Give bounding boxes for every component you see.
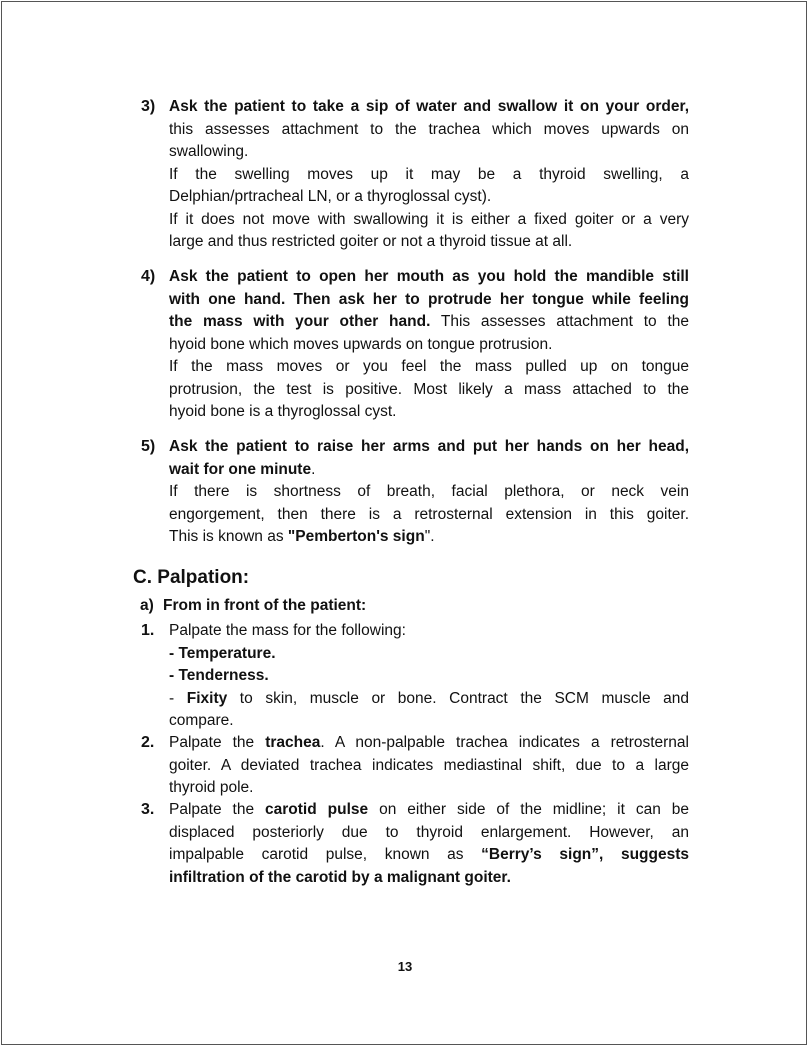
text-line — [169, 186, 689, 209]
text-segment: If the swelling moves up it may be a thyroid swelling, a — [169, 165, 689, 183]
text-line — [169, 755, 689, 778]
subheading — [140, 595, 366, 618]
text-line — [169, 504, 689, 527]
list-item-number: 1. — [141, 622, 155, 639]
text-line — [169, 119, 689, 142]
text-segment: engorgement, then there is a retrosternal extension in this goiter. — [169, 505, 689, 523]
text-line — [169, 710, 689, 733]
list-item-number: 2. — [141, 734, 155, 751]
bold-text: wait for one minute — [169, 460, 312, 478]
list-item-body — [169, 96, 689, 254]
text-line — [169, 436, 689, 459]
text-segment: Palpate the mass for the following: — [169, 622, 406, 639]
text-segment: - — [169, 689, 187, 707]
bold-text: with one hand. Then ask her to protrude her tongue while feeling — [169, 290, 689, 308]
text-line — [169, 688, 689, 711]
subheading-label: a) — [140, 597, 154, 614]
text-line — [169, 526, 689, 549]
list-item-3 — [141, 96, 689, 254]
text-segment: large and thus restricted goiter or not a thyroid tissue at all. — [169, 233, 573, 250]
text-line — [169, 643, 689, 666]
text-line — [169, 209, 689, 232]
palpation-item-2 — [141, 732, 689, 800]
bold-text: “Berry’s sign”, suggests — [481, 846, 689, 863]
text-line — [169, 844, 689, 867]
text-line — [169, 665, 689, 688]
text-segment: thyroid pole. — [169, 779, 254, 796]
bold-text: Ask the patient to take a sip of water and swallow it on your order, — [169, 98, 689, 115]
list-item-5 — [141, 436, 689, 549]
text-segment: compare. — [169, 712, 234, 729]
subheading-text: From in front of the patient: — [163, 597, 367, 614]
text-line — [169, 481, 689, 504]
text-line — [169, 459, 689, 482]
text-line — [169, 356, 689, 379]
list-item-body — [169, 620, 689, 733]
list-item-4 — [141, 266, 689, 424]
text-segment: on either side of the midline; it can be — [368, 801, 690, 818]
text-line — [169, 231, 689, 254]
text-line — [169, 311, 689, 334]
text-segment: If the mass moves or you feel the mass pulled up on tongue — [169, 358, 689, 375]
bold-text: Fixity — [186, 689, 228, 707]
text-segment: If there is shortness of breath, facial plethora, or neck vein — [169, 483, 689, 500]
list-item-body — [169, 266, 689, 424]
list-item-body — [169, 436, 689, 549]
text-segment: Delphian/prtracheal LN, or a thyroglossal cyst). — [169, 188, 492, 205]
text-segment: . — [311, 460, 316, 478]
bold-text: infiltration of the carotid by a malignant goiter. — [169, 868, 511, 886]
bold-text: - Temperature. — [169, 644, 276, 662]
text-segment: impalpable carotid pulse, known as — [169, 846, 482, 863]
list-item-body — [169, 799, 689, 889]
text-line — [169, 401, 689, 424]
text-line — [169, 141, 689, 164]
text-segment: If it does not move with swallowing it is either a fixed goiter or a very — [169, 210, 689, 228]
text-segment: swallowing. — [169, 143, 249, 160]
text-line — [169, 289, 689, 312]
text-segment: protrusion, the test is positive. Most likely a mass attached to the — [169, 380, 689, 398]
text-line — [169, 96, 689, 119]
list-item-number: 3) — [141, 98, 156, 115]
text-segment: hyoid bone is a thyroglossal cyst. — [169, 403, 397, 420]
list-item-number: 5) — [141, 438, 156, 455]
list-item-number: 4) — [141, 268, 156, 285]
bold-text: Ask the patient to open her mouth as you hold the mandible still — [169, 268, 689, 285]
text-line — [169, 732, 689, 755]
list-item-body — [169, 732, 689, 800]
text-line — [169, 777, 689, 800]
text-line — [169, 334, 689, 357]
text-line — [169, 799, 689, 822]
text-line — [169, 822, 689, 845]
text-segment: Palpate the — [169, 734, 266, 751]
section-heading: C. Palpation: — [133, 567, 250, 588]
palpation-item-3 — [141, 799, 689, 889]
bold-text: trachea — [265, 734, 321, 751]
text-line — [169, 620, 689, 643]
text-segment: goiter. A deviated trachea indicates mediastinal shift, due to a large — [169, 756, 689, 774]
page-number: 13 — [397, 959, 413, 974]
bold-text: Ask the patient to raise her arms and put her hands on her head, — [169, 438, 689, 455]
text-segment: to skin, muscle or bone. Contract the SCM muscle and — [227, 689, 690, 707]
text-segment: This assesses attachment to the — [430, 313, 689, 330]
text-line — [169, 379, 689, 402]
text-segment: Palpate the — [169, 801, 266, 818]
list-item-number: 3. — [141, 801, 155, 818]
text-segment: hyoid bone which moves upwards on tongue protrusion. — [169, 335, 553, 353]
text-line — [169, 164, 689, 187]
bold-text: carotid pulse — [265, 801, 369, 818]
text-segment: ". — [424, 528, 435, 545]
text-segment: this assesses attachment to the trachea which moves upwards on — [169, 120, 689, 138]
bold-text: "Pemberton's sign — [287, 528, 425, 545]
text-segment: . A non-palpable trachea indicates a retrosternal — [320, 734, 689, 751]
bold-text: the mass with your other hand. — [169, 313, 431, 330]
palpation-item-1 — [141, 620, 689, 733]
text-segment: displaced posteriorly due to thyroid enlargement. However, an — [169, 823, 689, 841]
text-line — [169, 266, 689, 289]
text-segment: This is known as — [169, 528, 288, 545]
bold-text: - Tenderness. — [169, 667, 269, 684]
text-line — [169, 867, 689, 890]
